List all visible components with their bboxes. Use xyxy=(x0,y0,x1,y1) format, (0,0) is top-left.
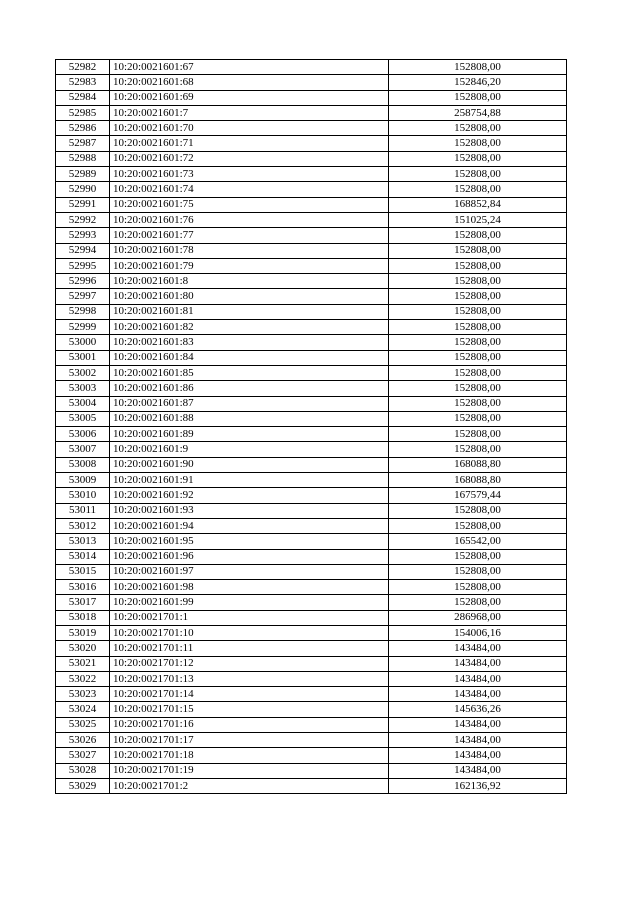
cadastral-value-cell: 152808,00 xyxy=(389,427,567,442)
cadastral-value-cell: 152808,00 xyxy=(389,564,567,579)
cadastral-value-cell: 143484,00 xyxy=(389,748,567,763)
cadastral-value-cell: 152808,00 xyxy=(389,289,567,304)
cadastral-value-cell: 152808,00 xyxy=(389,335,567,350)
cadastral-number-cell: 10:20:0021701:11 xyxy=(110,641,389,656)
table-row xyxy=(56,151,567,166)
row-number-cell: 53005 xyxy=(56,411,110,426)
table-row xyxy=(56,641,567,656)
table-row xyxy=(56,427,567,442)
table-row xyxy=(56,488,567,503)
table-row xyxy=(56,610,567,625)
table-row xyxy=(56,411,567,426)
table-body xyxy=(56,60,567,794)
cadastral-number-cell: 10:20:0021601:67 xyxy=(110,60,389,75)
cadastral-number-cell: 10:20:0021601:99 xyxy=(110,595,389,610)
cadastral-value-cell: 152808,00 xyxy=(389,121,567,136)
cadastral-value-cell: 152808,00 xyxy=(389,320,567,335)
table-row xyxy=(56,60,567,75)
row-number-cell: 53028 xyxy=(56,763,110,778)
cadastral-value-cell: 152808,00 xyxy=(389,549,567,564)
cadastral-value-cell: 152808,00 xyxy=(389,151,567,166)
cadastral-value-cell: 152808,00 xyxy=(389,396,567,411)
cadastral-value-cell: 143484,00 xyxy=(389,687,567,702)
table-row xyxy=(56,518,567,533)
table-row xyxy=(56,763,567,778)
cadastral-number-cell: 10:20:0021701:12 xyxy=(110,656,389,671)
table-row xyxy=(56,182,567,197)
table-row xyxy=(56,350,567,365)
table-row xyxy=(56,656,567,671)
row-number-cell: 53022 xyxy=(56,671,110,686)
cadastral-value-cell: 168852,84 xyxy=(389,197,567,212)
cadastral-number-cell: 10:20:0021701:15 xyxy=(110,702,389,717)
cadastral-number-cell: 10:20:0021601:87 xyxy=(110,396,389,411)
row-number-cell: 52992 xyxy=(56,212,110,227)
row-number-cell: 52986 xyxy=(56,121,110,136)
cadastral-number-cell: 10:20:0021601:74 xyxy=(110,182,389,197)
table-row xyxy=(56,105,567,120)
cadastral-value-cell: 167579,44 xyxy=(389,488,567,503)
row-number-cell: 53002 xyxy=(56,365,110,380)
table-row xyxy=(56,549,567,564)
table-row xyxy=(56,335,567,350)
row-number-cell: 52987 xyxy=(56,136,110,151)
cadastral-number-cell: 10:20:0021701:14 xyxy=(110,687,389,702)
table-row xyxy=(56,473,567,488)
row-number-cell: 53011 xyxy=(56,503,110,518)
table-row xyxy=(56,748,567,763)
row-number-cell: 53007 xyxy=(56,442,110,457)
table-row xyxy=(56,564,567,579)
cadastral-value-cell: 286968,00 xyxy=(389,610,567,625)
cadastral-value-cell: 151025,24 xyxy=(389,212,567,227)
table-row xyxy=(56,778,567,793)
cadastral-value-cell: 152808,00 xyxy=(389,381,567,396)
cadastral-value-cell: 143484,00 xyxy=(389,656,567,671)
row-number-cell: 52993 xyxy=(56,228,110,243)
table-row xyxy=(56,289,567,304)
cadastral-value-cell: 154006,16 xyxy=(389,625,567,640)
row-number-cell: 52988 xyxy=(56,151,110,166)
cadastral-value-cell: 152808,00 xyxy=(389,243,567,258)
row-number-cell: 53019 xyxy=(56,625,110,640)
cadastral-number-cell: 10:20:0021701:1 xyxy=(110,610,389,625)
cadastral-number-cell: 10:20:0021701:13 xyxy=(110,671,389,686)
cadastral-value-cell: 168088,80 xyxy=(389,473,567,488)
row-number-cell: 53010 xyxy=(56,488,110,503)
cadastral-number-cell: 10:20:0021601:98 xyxy=(110,580,389,595)
cadastral-number-cell: 10:20:0021601:95 xyxy=(110,534,389,549)
cadastral-number-cell: 10:20:0021601:73 xyxy=(110,167,389,182)
table-row xyxy=(56,90,567,105)
row-number-cell: 53015 xyxy=(56,564,110,579)
cadastral-value-cell: 143484,00 xyxy=(389,733,567,748)
cadastral-number-cell: 10:20:0021601:79 xyxy=(110,258,389,273)
cadastral-number-cell: 10:20:0021601:81 xyxy=(110,304,389,319)
cadastral-number-cell: 10:20:0021601:78 xyxy=(110,243,389,258)
cadastral-value-cell: 143484,00 xyxy=(389,671,567,686)
cadastral-number-cell: 10:20:0021601:94 xyxy=(110,518,389,533)
cadastral-number-cell: 10:20:0021601:7 xyxy=(110,105,389,120)
cadastral-value-cell: 143484,00 xyxy=(389,641,567,656)
row-number-cell: 52984 xyxy=(56,90,110,105)
cadastral-number-cell: 10:20:0021701:19 xyxy=(110,763,389,778)
cadastral-value-cell: 152808,00 xyxy=(389,365,567,380)
cadastral-number-cell: 10:20:0021601:82 xyxy=(110,320,389,335)
cadastral-value-table xyxy=(55,59,567,794)
cadastral-value-cell: 162136,92 xyxy=(389,778,567,793)
table-row xyxy=(56,503,567,518)
table-row xyxy=(56,75,567,90)
row-number-cell: 53008 xyxy=(56,457,110,472)
cadastral-value-cell: 152808,00 xyxy=(389,518,567,533)
table-row xyxy=(56,625,567,640)
cadastral-value-cell: 258754,88 xyxy=(389,105,567,120)
row-number-cell: 53013 xyxy=(56,534,110,549)
table-row xyxy=(56,197,567,212)
cadastral-number-cell: 10:20:0021601:9 xyxy=(110,442,389,457)
cadastral-number-cell: 10:20:0021601:92 xyxy=(110,488,389,503)
cadastral-number-cell: 10:20:0021601:8 xyxy=(110,274,389,289)
cadastral-number-cell: 10:20:0021701:2 xyxy=(110,778,389,793)
row-number-cell: 52990 xyxy=(56,182,110,197)
table-row xyxy=(56,733,567,748)
row-number-cell: 53000 xyxy=(56,335,110,350)
cadastral-number-cell: 10:20:0021601:85 xyxy=(110,365,389,380)
row-number-cell: 52995 xyxy=(56,258,110,273)
table-row xyxy=(56,258,567,273)
table-row xyxy=(56,381,567,396)
cadastral-value-cell: 152808,00 xyxy=(389,580,567,595)
table-row xyxy=(56,457,567,472)
row-number-cell: 52991 xyxy=(56,197,110,212)
cadastral-number-cell: 10:20:0021601:91 xyxy=(110,473,389,488)
cadastral-number-cell: 10:20:0021601:93 xyxy=(110,503,389,518)
table-row xyxy=(56,121,567,136)
cadastral-number-cell: 10:20:0021601:88 xyxy=(110,411,389,426)
table-row xyxy=(56,136,567,151)
cadastral-value-cell: 152808,00 xyxy=(389,350,567,365)
row-number-cell: 52982 xyxy=(56,60,110,75)
cadastral-number-cell: 10:20:0021601:69 xyxy=(110,90,389,105)
row-number-cell: 53018 xyxy=(56,610,110,625)
row-number-cell: 52999 xyxy=(56,320,110,335)
table-row xyxy=(56,212,567,227)
cadastral-value-cell: 152808,00 xyxy=(389,503,567,518)
table-row xyxy=(56,320,567,335)
cadastral-number-cell: 10:20:0021601:72 xyxy=(110,151,389,166)
row-number-cell: 53017 xyxy=(56,595,110,610)
cadastral-value-cell: 152808,00 xyxy=(389,60,567,75)
cadastral-value-cell: 152808,00 xyxy=(389,228,567,243)
row-number-cell: 53029 xyxy=(56,778,110,793)
row-number-cell: 52998 xyxy=(56,304,110,319)
cadastral-value-cell: 152808,00 xyxy=(389,274,567,289)
cadastral-value-cell: 143484,00 xyxy=(389,763,567,778)
row-number-cell: 52997 xyxy=(56,289,110,304)
row-number-cell: 53023 xyxy=(56,687,110,702)
row-number-cell: 53012 xyxy=(56,518,110,533)
row-number-cell: 53003 xyxy=(56,381,110,396)
row-number-cell: 53021 xyxy=(56,656,110,671)
table-row xyxy=(56,717,567,732)
row-number-cell: 52983 xyxy=(56,75,110,90)
row-number-cell: 53006 xyxy=(56,427,110,442)
row-number-cell: 53014 xyxy=(56,549,110,564)
cadastral-value-cell: 152808,00 xyxy=(389,182,567,197)
row-number-cell: 52994 xyxy=(56,243,110,258)
cadastral-number-cell: 10:20:0021601:70 xyxy=(110,121,389,136)
cadastral-number-cell: 10:20:0021601:80 xyxy=(110,289,389,304)
cadastral-value-cell: 152808,00 xyxy=(389,167,567,182)
table-row xyxy=(56,671,567,686)
cadastral-number-cell: 10:20:0021701:16 xyxy=(110,717,389,732)
cadastral-number-cell: 10:20:0021601:86 xyxy=(110,381,389,396)
cadastral-value-cell: 152808,00 xyxy=(389,442,567,457)
table-row xyxy=(56,243,567,258)
cadastral-number-cell: 10:20:0021601:76 xyxy=(110,212,389,227)
cadastral-number-cell: 10:20:0021601:83 xyxy=(110,335,389,350)
row-number-cell: 53004 xyxy=(56,396,110,411)
cadastral-number-cell: 10:20:0021701:10 xyxy=(110,625,389,640)
table-row xyxy=(56,687,567,702)
table-row xyxy=(56,580,567,595)
table-row xyxy=(56,167,567,182)
table-row xyxy=(56,228,567,243)
row-number-cell: 53024 xyxy=(56,702,110,717)
row-number-cell: 52985 xyxy=(56,105,110,120)
cadastral-number-cell: 10:20:0021701:17 xyxy=(110,733,389,748)
cadastral-value-cell: 165542,00 xyxy=(389,534,567,549)
cadastral-number-cell: 10:20:0021601:71 xyxy=(110,136,389,151)
row-number-cell: 53016 xyxy=(56,580,110,595)
table-row xyxy=(56,595,567,610)
cadastral-value-cell: 152808,00 xyxy=(389,136,567,151)
table-row xyxy=(56,274,567,289)
row-number-cell: 53001 xyxy=(56,350,110,365)
table-row xyxy=(56,702,567,717)
cadastral-value-cell: 152808,00 xyxy=(389,258,567,273)
cadastral-number-cell: 10:20:0021601:68 xyxy=(110,75,389,90)
cadastral-number-cell: 10:20:0021601:97 xyxy=(110,564,389,579)
cadastral-value-cell: 145636,26 xyxy=(389,702,567,717)
row-number-cell: 53025 xyxy=(56,717,110,732)
row-number-cell: 53020 xyxy=(56,641,110,656)
row-number-cell: 53009 xyxy=(56,473,110,488)
cadastral-value-cell: 143484,00 xyxy=(389,717,567,732)
cadastral-number-cell: 10:20:0021601:75 xyxy=(110,197,389,212)
cadastral-number-cell: 10:20:0021601:89 xyxy=(110,427,389,442)
cadastral-value-cell: 152808,00 xyxy=(389,595,567,610)
cadastral-value-cell: 152808,00 xyxy=(389,304,567,319)
cadastral-value-cell: 152808,00 xyxy=(389,411,567,426)
cadastral-value-cell: 152846,20 xyxy=(389,75,567,90)
row-number-cell: 52989 xyxy=(56,167,110,182)
row-number-cell: 53026 xyxy=(56,733,110,748)
row-number-cell: 52996 xyxy=(56,274,110,289)
cadastral-number-cell: 10:20:0021601:84 xyxy=(110,350,389,365)
cadastral-number-cell: 10:20:0021601:77 xyxy=(110,228,389,243)
row-number-cell: 53027 xyxy=(56,748,110,763)
cadastral-value-cell: 152808,00 xyxy=(389,90,567,105)
cadastral-number-cell: 10:20:0021701:18 xyxy=(110,748,389,763)
cadastral-value-cell: 168088,80 xyxy=(389,457,567,472)
table-row xyxy=(56,442,567,457)
table-row xyxy=(56,396,567,411)
table-row xyxy=(56,365,567,380)
cadastral-number-cell: 10:20:0021601:96 xyxy=(110,549,389,564)
table-row xyxy=(56,534,567,549)
cadastral-number-cell: 10:20:0021601:90 xyxy=(110,457,389,472)
table-row xyxy=(56,304,567,319)
